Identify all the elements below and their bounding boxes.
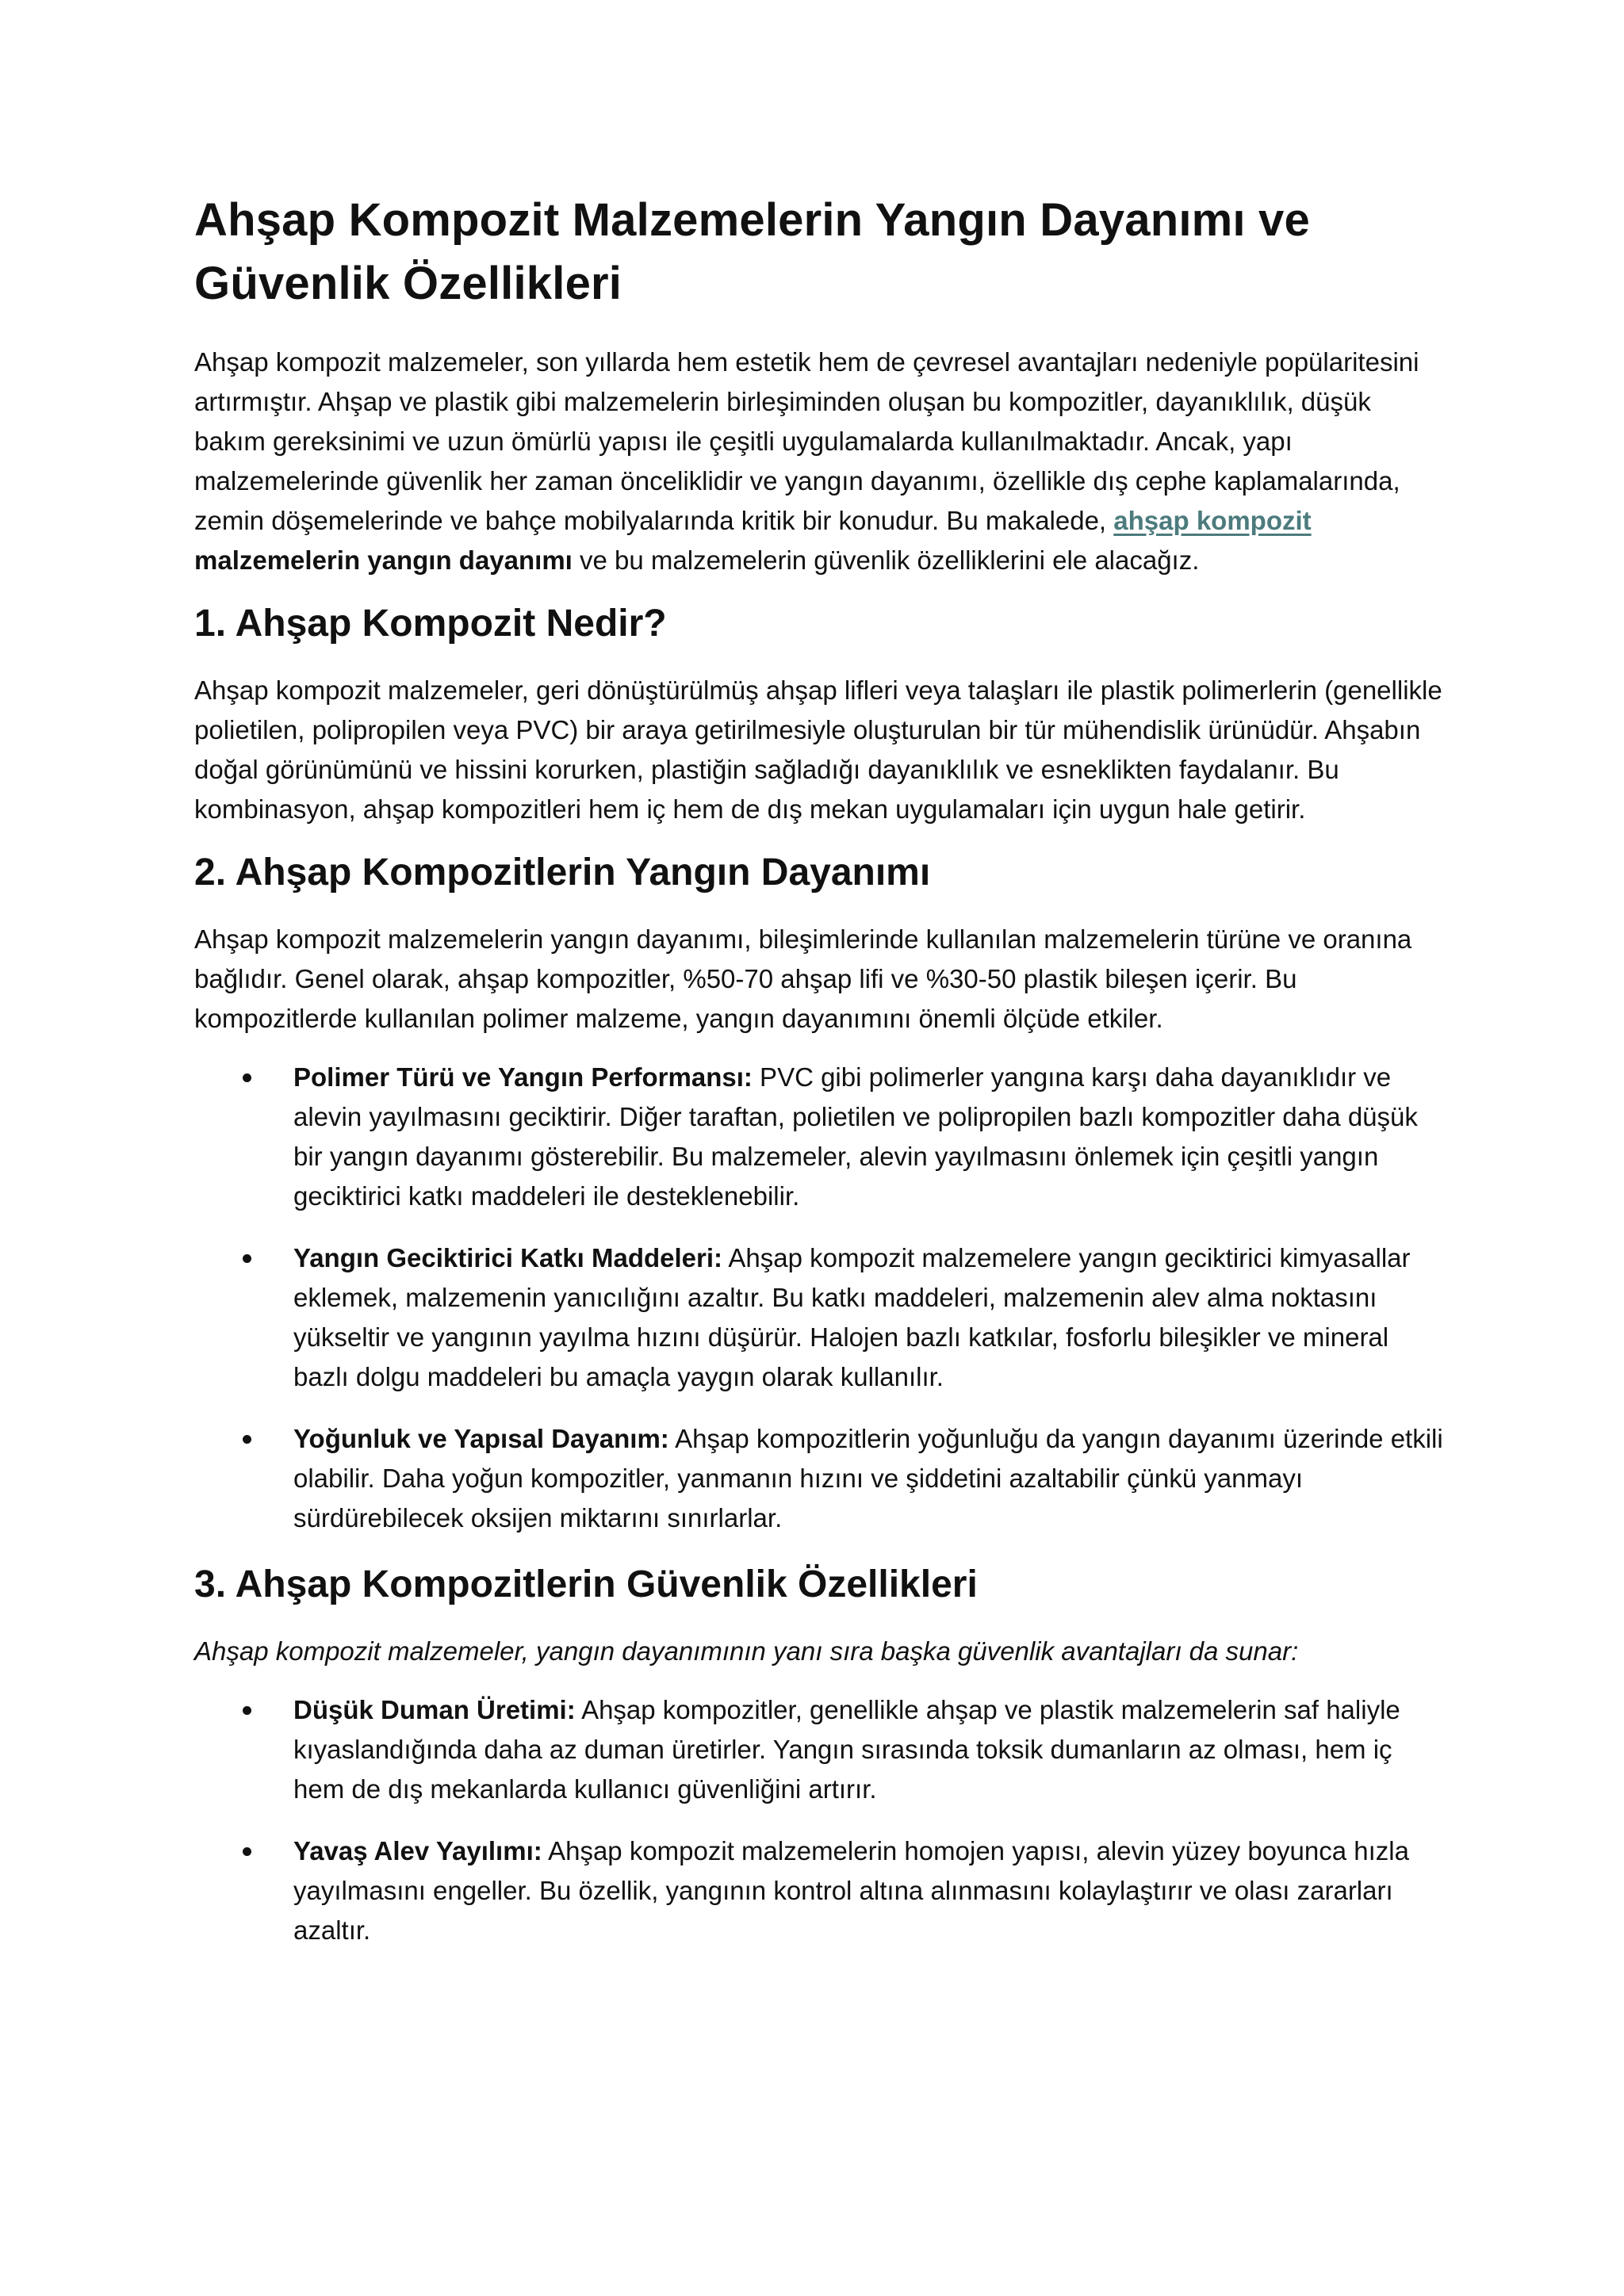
- document-title: Ahşap Kompozit Malzemelerin Yangın Dayanımı ve Güvenlik Özellikleri: [194, 194, 1310, 309]
- list-item-label: Polimer Türü ve Yangın Performansı:: [293, 1062, 753, 1092]
- bullet-icon: [243, 1254, 251, 1263]
- intro-text-end: ve bu malzemelerin güvenlik özelliklerini ele alacağız.: [572, 545, 1200, 575]
- bullet-icon: [243, 1847, 251, 1856]
- section-1-paragraph: Ahşap kompozit malzemeler, geri dönüştürülmüş ahşap lifleri veya talaşları ile plastik polimerlerin (genellikle polietilen, polipropilen veya PVC) bir araya getirilmesiyle oluşturulan bir tür mühendislik ürünüdür. Ahşabın doğal görünümünü ve hissini korurken, plastiğin sağladığı dayanıklılık ve esneklikten faydalanır. Bu kombinasyon, ahşap kompozitleri hem iç hem de dış mekan uygulamaları için uygun hale getirir.: [194, 675, 1442, 824]
- list-item-label: Yangın Geciktirici Katkı Maddeleri:: [293, 1243, 723, 1272]
- list-item-text: Ahşap kompozit malzemelerin homojen yapısı, alevin yüzey boyunca hızla yayılmasını engeller. Bu özellik, yangının kontrol altına alınmasını kolaylaştırır ve olası zararları azaltır.: [293, 1836, 1409, 1945]
- section-3-bullet-list: [194, 1690, 1447, 1950]
- bullet-icon: [243, 1435, 251, 1444]
- section-2-paragraph: Ahşap kompozit malzemelerin yangın dayanımı, bileşimlerinde kullanılan malzemelerin türüne ve oranına bağlıdır. Genel olarak, ahşap kompozitler, %50-70 ahşap lifi ve %30-50 plastik bileşen içerir. Bu kompozitlerde kullanılan polimer malzeme, yangın dayanımını önemli ölçüde etkiler.: [194, 924, 1412, 1033]
- list-item-label: Düşük Duman Üretimi:: [293, 1695, 576, 1724]
- ahsap-kompozit-link[interactable]: ahşap kompozit: [1113, 506, 1312, 535]
- intro-text: Ahşap kompozit malzemeler, son yıllarda hem estetik hem de çevresel avantajları nedeniyle popülaritesini artırmıştır. Ahşap ve plastik gibi malzemelerin birleşiminden oluşan bu kompozitler, dayanıklılık, düşük bakım gereksinimi ve uzun ömürlü yapısı ile çeşitli uygulamalarda kullanılmaktadır. Ancak, yapı malzemelerinde güvenlik her zaman önceliklidir ve yangın dayanımı, özellikle dış cephe kaplamalarında, zemin döşemelerinde ve bahçe mobilyalarında kritik bir konudur. Bu makalede,: [194, 347, 1419, 535]
- section-3-heading: 3. Ahşap Kompozitlerin Güvenlik Özellikleri: [194, 1563, 978, 1605]
- section-3-intro: Ahşap kompozit malzemeler, yangın dayanımının yanı sıra başka güvenlik avantajları da sunar:: [194, 1636, 1299, 1666]
- section-2-bullet-list: [194, 1058, 1447, 1538]
- list-item: [293, 1690, 1447, 1809]
- list-item: [293, 1831, 1447, 1950]
- intro-bold-text: malzemelerin yangın dayanımı: [194, 545, 573, 575]
- list-item: [293, 1058, 1447, 1216]
- bullet-icon: [243, 1073, 251, 1082]
- bullet-icon: [243, 1706, 251, 1715]
- list-item: [293, 1419, 1447, 1538]
- list-item-label: Yoğunluk ve Yapısal Dayanım:: [293, 1424, 669, 1453]
- document-page: [194, 189, 1447, 1973]
- section-1-heading: 1. Ahşap Kompozit Nedir?: [194, 603, 667, 645]
- list-item: [293, 1238, 1447, 1397]
- list-item-label: Yavaş Alev Yayılımı:: [293, 1836, 542, 1866]
- list-item-text: PVC gibi polimerler yangına karşı daha dayanıklıdır ve alevin yayılmasını geciktirir. Diğer taraftan, polietilen ve polipropilen bazlı kompozitler daha düşük bir yangın dayanımı gösterebilir. Bu malzemeler, alevin yayılmasını önlemek için çeşitli yangın geciktirici katkı maddeleri ile desteklenebilir.: [293, 1062, 1418, 1211]
- list-item-text: Ahşap kompozitlerin yoğunluğu da yangın dayanımı üzerinde etkili olabilir. Daha yoğun kompozitler, yanmanın hızını ve şiddetini azaltabilir çünkü yanmayı sürdürebilecek oksijen miktarını sınırlarlar.: [293, 1424, 1443, 1533]
- list-item-text: Ahşap kompozitler, genellikle ahşap ve plastik malzemelerin saf haliyle kıyaslandığında daha az duman üretirler. Yangın sırasında toksik dumanların az olması, hem iç hem de dış mekanlarda kullanıcı güvenliğini artırır.: [293, 1695, 1400, 1804]
- intro-paragraph: [194, 342, 1447, 580]
- section-2-heading: 2. Ahşap Kompozitlerin Yangın Dayanımı: [194, 851, 931, 894]
- list-item-text: Ahşap kompozit malzemelere yangın geciktirici kimyasallar eklemek, malzemenin yanıcılığını azaltır. Bu katkı maddeleri, malzemenin alev alma noktasını yükseltir ve yangının yayılma hızını düşürür. Halojen bazlı katkılar, fosforlu bileşikler ve mineral bazlı dolgu maddeleri bu amaçla yaygın olarak kullanılır.: [293, 1243, 1411, 1391]
